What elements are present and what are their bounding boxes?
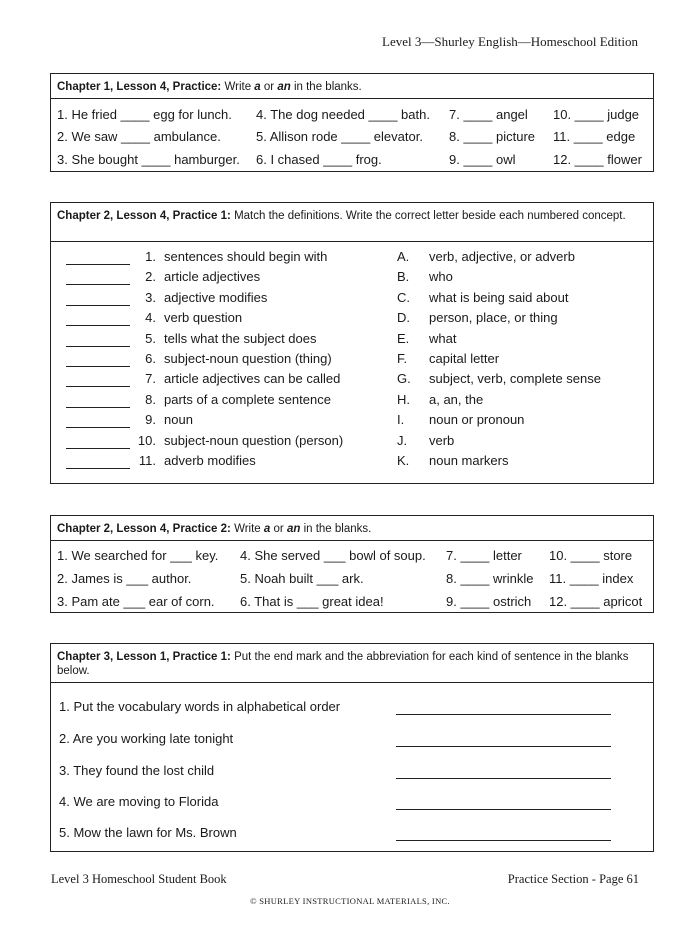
concept-number: 2.	[145, 269, 156, 285]
concept-number: 7.	[145, 371, 156, 387]
practice-1-item: 6. I chased ____ frog.	[256, 152, 382, 167]
page-header: Level 3—Shurley English—Homeschool Edition	[382, 34, 638, 49]
definition-text: noun markers	[429, 453, 509, 468]
answer-blank[interactable]	[66, 448, 130, 449]
concept-text: subject-noun question (thing)	[164, 351, 332, 366]
practice-2-item: 12. ____ apricot	[549, 594, 643, 609]
practice-1-item: 11. ____ edge	[553, 129, 636, 144]
practice-box-3-title: Chapter 2, Lesson 4, Practice 2: Write a or an in the blanks.	[51, 516, 653, 541]
definition-letter: D.	[397, 310, 410, 326]
answer-blank[interactable]	[66, 284, 130, 285]
concept-number: 9.	[145, 412, 156, 428]
practice-2-item: 4. She served ___ bowl of soup.	[240, 548, 426, 563]
sentence-answer-line[interactable]	[396, 778, 611, 779]
practice-1-item: 2. We saw ____ ambulance.	[57, 129, 221, 144]
concept-number: 10.	[137, 432, 156, 448]
practice-1-item: 5. Allison rode ____ elevator.	[256, 129, 423, 144]
definition-letter: B.	[397, 269, 410, 285]
practice-2-item: 2. James is ___ author.	[57, 571, 192, 586]
definition-letter: A.	[397, 249, 410, 264]
definition-text: capital letter	[429, 351, 500, 366]
definition-text: noun or pronoun	[429, 412, 525, 428]
practice-1-item: 8. ____ picture	[449, 129, 536, 144]
answer-blank[interactable]	[66, 346, 130, 347]
practice-2-item: 5. Noah built ___ ark.	[240, 571, 364, 586]
concept-text: noun	[164, 412, 193, 428]
practice-2-item: 9. ____ ostrich	[446, 594, 532, 609]
concept-number: 11.	[138, 453, 156, 468]
definition-text: a, an, the	[429, 391, 484, 407]
answer-blank[interactable]	[66, 468, 130, 469]
definition-text: who	[429, 269, 453, 285]
definition-letter: J.	[397, 432, 408, 448]
definition-letter: E.	[397, 330, 410, 346]
sentence-item: 5. Mow the lawn for Ms. Brown	[59, 825, 237, 840]
concept-text: article adjectives can be called	[164, 371, 341, 387]
sentence-answer-line[interactable]	[396, 746, 611, 747]
definition-text: verb	[429, 432, 455, 448]
concept-text: tells what the subject does	[164, 330, 317, 346]
practice-1-item: 7. ____ angel	[449, 107, 528, 122]
answer-blank[interactable]	[66, 386, 130, 387]
practice-1-item: 4. The dog needed ____ bath.	[256, 107, 430, 122]
practice-2-item: 6. That is ___ great idea!	[240, 594, 384, 609]
footer-right: Practice Section - Page 61	[507, 872, 639, 886]
footer-copyright: © SHURLEY INSTRUCTIONAL MATERIALS, INC.	[250, 896, 450, 906]
definition-letter: F.	[397, 351, 408, 366]
practice-2-item: 10. ____ store	[549, 548, 633, 563]
concept-text: sentences should begin with	[164, 249, 328, 264]
practice-box-4-title: Chapter 3, Lesson 1, Practice 1: Put the end mark and the abbreviation for each kind of sentence in the blanks below.	[51, 644, 653, 683]
concept-text: article adjectives	[164, 269, 261, 285]
practice-2-item: 7. ____ letter	[446, 548, 522, 563]
definition-letter: K.	[397, 453, 410, 468]
concept-number: 5.	[145, 330, 156, 346]
concept-number: 8.	[145, 391, 156, 407]
answer-blank[interactable]	[66, 305, 130, 306]
concept-text: parts of a complete sentence	[164, 391, 331, 407]
sentence-item: 4. We are moving to Florida	[59, 794, 219, 809]
definition-text: subject, verb, complete sense	[429, 371, 601, 387]
practice-1-item: 12. ____ flower	[553, 152, 642, 167]
practice-box-4	[50, 643, 654, 852]
concept-text: verb question	[164, 310, 243, 326]
practice-box-2-title: Chapter 2, Lesson 4, Practice 1: Match the definitions. Write the correct letter beside each numbered concept.	[51, 203, 653, 242]
practice-2-item: 3. Pam ate ___ ear of corn.	[57, 594, 215, 609]
answer-blank[interactable]	[66, 407, 130, 408]
concept-number: 6.	[145, 351, 156, 366]
practice-1-item: 10. ____ judge	[553, 107, 640, 122]
practice-2-item: 1. We searched for ___ key.	[57, 548, 219, 563]
answer-blank[interactable]	[66, 427, 130, 428]
sentence-answer-line[interactable]	[396, 840, 611, 841]
sentence-item: 2. Are you working late tonight	[59, 731, 234, 746]
sentence-answer-line[interactable]	[396, 809, 611, 810]
answer-blank[interactable]	[66, 264, 130, 265]
practice-1-item: 9. ____ owl	[449, 152, 516, 167]
answer-blank[interactable]	[66, 366, 130, 367]
definition-text: what is being said about	[429, 289, 569, 305]
definition-text: person, place, or thing	[429, 310, 558, 326]
practice-2-item: 11. ____ index	[549, 571, 634, 586]
practice-1-item: 3. She bought ____ hamburger.	[57, 152, 240, 167]
practice-box-1-title: Chapter 1, Lesson 4, Practice: Write a or an in the blanks.	[51, 74, 653, 99]
concept-text: adverb modifies	[164, 453, 256, 468]
definition-text: what	[429, 330, 457, 346]
practice-2-item: 8. ____ wrinkle	[446, 571, 534, 586]
definition-letter: H.	[397, 391, 410, 407]
concept-text: subject-noun question (person)	[164, 432, 344, 448]
sentence-answer-line[interactable]	[396, 714, 611, 715]
practice-1-item: 1. He fried ____ egg for lunch.	[57, 107, 232, 122]
concept-text: adjective modifies	[164, 289, 268, 305]
definition-letter: I.	[397, 412, 405, 428]
sentence-item: 1. Put the vocabulary words in alphabetical order	[59, 699, 341, 714]
concept-number: 3.	[145, 289, 156, 305]
answer-blank[interactable]	[66, 325, 130, 326]
definition-letter: C.	[397, 289, 410, 305]
footer-left: Level 3 Homeschool Student Book	[51, 872, 227, 886]
sentence-item: 3. They found the lost child	[59, 763, 215, 778]
concept-number: 1.	[145, 249, 156, 264]
definition-letter: G.	[397, 371, 411, 387]
definition-text: verb, adjective, or adverb	[429, 249, 575, 264]
concept-number: 4.	[145, 310, 156, 326]
